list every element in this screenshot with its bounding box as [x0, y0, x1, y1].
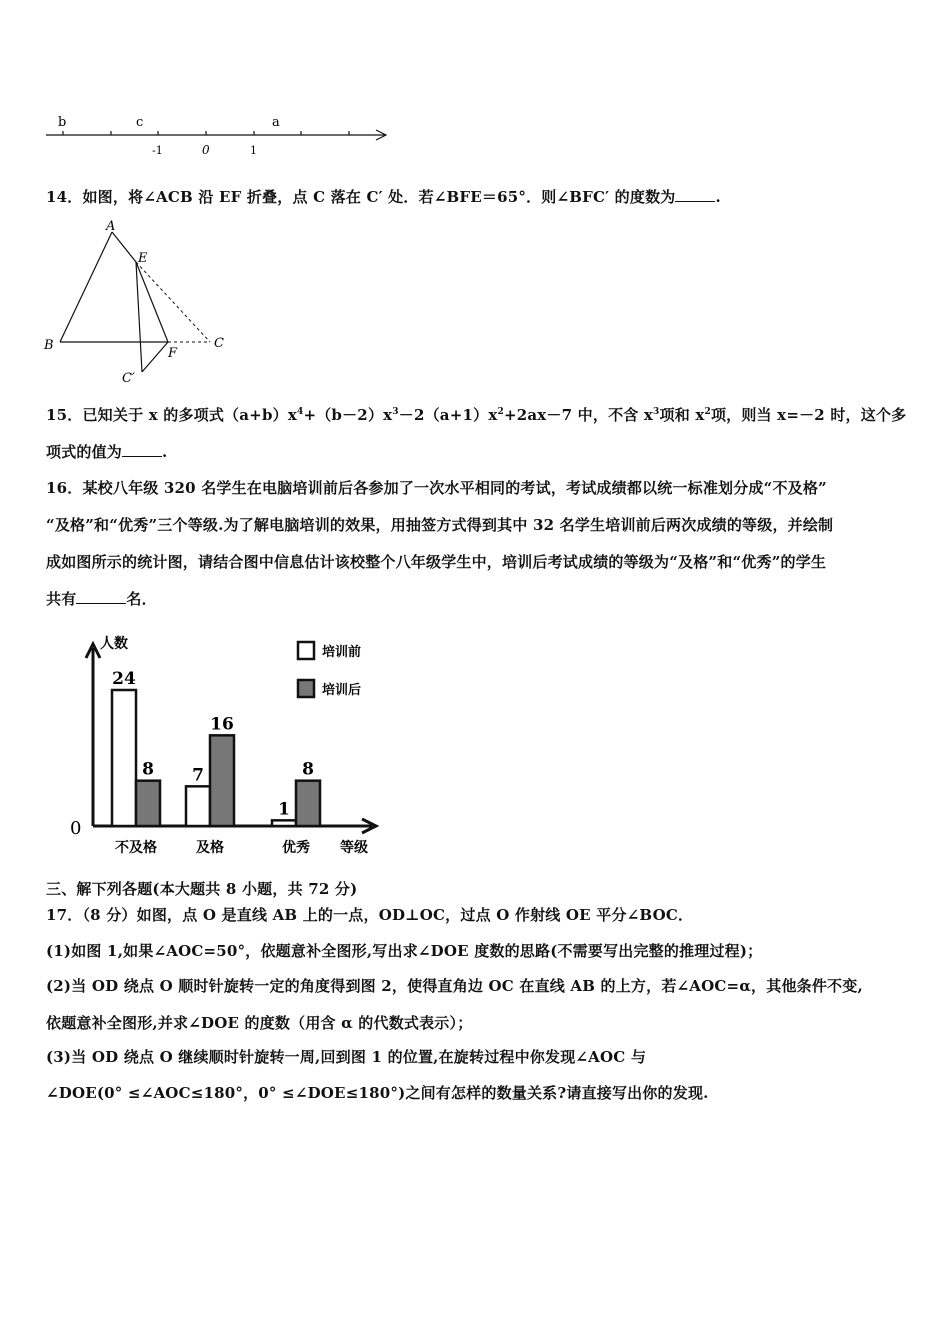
bar-2-after [296, 781, 320, 826]
question-17-line4: 依题意补全图形,并求∠DOE 的度数（用含 α 的代数式表示）； [46, 1014, 473, 1032]
question-17-line1: 17．（8 分）如图，点 O 是直线 AB 上的一点，OD⊥OC，过点 O 作射线 OE 平分∠BOC． [46, 906, 694, 924]
bar-1-before [186, 786, 210, 826]
question-17-line2: (1)如图 1,如果∠AOC=50°，依题意补全图形,写出求∠DOE 度数的思路(不需要写出完整的推理过程)； [46, 942, 763, 960]
question-17-line5: (3)当 OD 绕点 O 继续顺时针旋转一周,回到图 1 的位置,在旋转过程中你发现∠AOC 与 [46, 1048, 647, 1066]
fold-triangle-figure [40, 218, 240, 390]
chart-origin-label: 0 [70, 818, 82, 839]
question-15-line2: 项式的值为 . [46, 443, 168, 461]
bar-chart [60, 628, 400, 863]
bar-0-before [112, 690, 136, 826]
bar-0-after [136, 781, 160, 826]
q16-answer-blank[interactable] [76, 589, 126, 604]
bar-1-after [210, 735, 234, 826]
chart-y-label: 人数 [100, 636, 128, 652]
q14-text: 14．如图，将∠ACB 沿 EF 折叠，点 C 落在 C′ 处．若∠BFE＝65°．则∠BFC′ 的度数为 [46, 188, 676, 206]
question-16-line2: “及格”和“优秀”三个等级.为了解电脑培训的效果，用抽签方式得到其中 32 名学生培训前后两次成绩的等级，并绘制 [46, 516, 834, 534]
bar-label-2-after: 8 [302, 759, 314, 780]
label-A: A [106, 219, 116, 234]
question-17-line6: ∠DOE(0° ≤∠AOC≤180°，0° ≤∠DOE≤180°)之间有怎样的数量关系?请直接写出你的发现. [46, 1084, 709, 1102]
question-14 [46, 186, 721, 207]
bar-label-2-before: 1 [278, 799, 290, 820]
label-C: C [214, 336, 224, 351]
legend-label-after: 培训后 [322, 683, 362, 698]
bar-label-0-after: 8 [142, 759, 154, 780]
q14-end: . [715, 188, 721, 206]
bar-label-1-before: 7 [192, 765, 204, 786]
question-15-line1: 15．已知关于 x 的多项式$(a+b)x^4+(b-2)x^3-2(a+1)x^2+2ax-7$ 中，不含 $x^3$项和 $x^2$项，则当 x=－2 时，这个多 [46, 406, 907, 424]
number-line-tick-1: 1 [250, 144, 257, 157]
question-16-line3: 成如图所示的统计图，请结合图中信息估计该校整个八年级学生中，培训后考试成绩的等级为“及格”和“优秀”的学生 [46, 553, 827, 571]
number-line-tick-0: 0 [202, 143, 210, 157]
label-B: B [44, 338, 54, 353]
section-3-heading: 三、解下列各题(本大题共 8 小题，共 72 分) [46, 880, 358, 898]
label-E: E [138, 251, 148, 266]
question-16-line4: 共有 名． [46, 590, 157, 608]
bar-label-0-before: 24 [112, 669, 136, 689]
q15-answer-blank[interactable] [122, 442, 162, 457]
legend-swatch-before [298, 642, 314, 659]
label-C-prime: C′ [122, 371, 135, 386]
number-line-figure [40, 108, 400, 163]
legend-swatch-after [298, 680, 314, 697]
chart-x-label: 等级 [340, 840, 368, 856]
question-17-line3: (2)当 OD 绕点 O 顺时针旋转一定的角度得到图 2，使得直角边 OC 在直线 AB 的上方，若∠AOC=α，其他条件不变, [46, 977, 863, 995]
q14-answer-blank[interactable] [675, 187, 715, 202]
label-F: F [168, 346, 178, 361]
bar-2-before [272, 820, 296, 826]
number-line-ticks [63, 131, 349, 135]
number-line-letter-b: b [58, 115, 67, 130]
bar-label-1-after: 16 [210, 714, 234, 735]
question-16-line1: 16．某校八年级 320 名学生在电脑培训前后各参加了一次水平相同的考试，考试成绩都以统一标准划分成“不及格” [46, 479, 827, 497]
category-label-2: 优秀 [282, 840, 310, 856]
category-label-1: 及格 [196, 840, 224, 856]
number-line-letter-c: c [136, 115, 144, 130]
number-line-tick-neg1: -1 [152, 144, 163, 157]
number-line-letter-a: a [272, 115, 280, 130]
category-label-0: 不及格 [115, 840, 157, 856]
legend-label-before: 培训前 [322, 645, 362, 660]
